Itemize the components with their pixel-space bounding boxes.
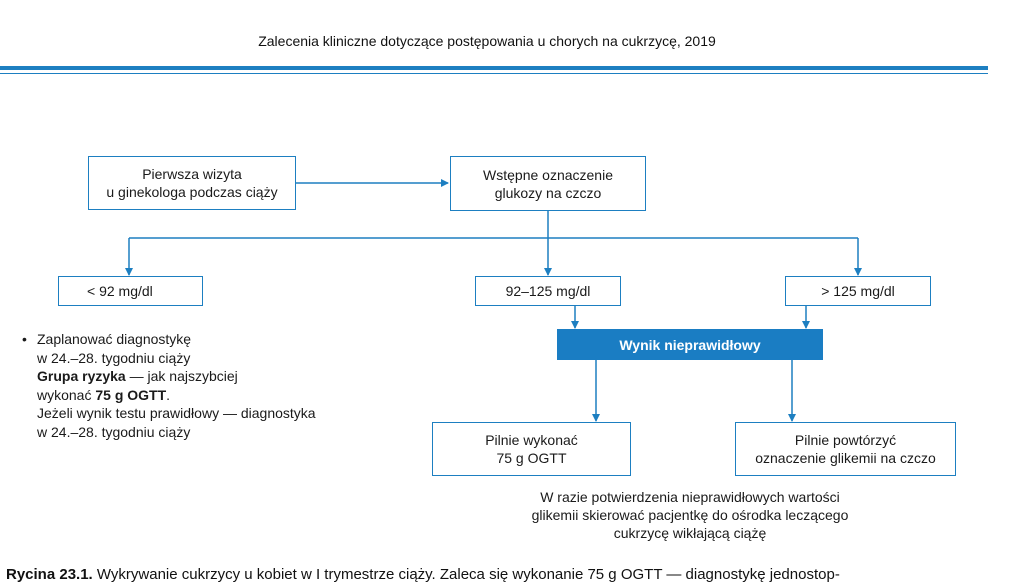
period-text: .: [166, 386, 171, 403]
instructions-line-6: w 24.–28. tygodniu ciąży: [37, 423, 191, 440]
box-urgent-ogtt: [432, 422, 631, 476]
page-header-title: Zalecenia kliniczne dotyczące postępowania u chorych na cukrzycę, 2019: [258, 33, 716, 49]
box-first-visit: [88, 156, 296, 210]
perform-text: wykonać: [37, 386, 96, 403]
box-range-mid-label: 92–125 mg/dl: [505, 283, 591, 299]
box-repeat-fasting-line1: Pilnie powtórzyć: [794, 432, 897, 448]
instructions-line-1: Zaplanować diagnostykę: [37, 331, 192, 347]
box-range-high: [785, 276, 931, 306]
referral-note-line-1: W razie potwierdzenia nieprawidłowych wartości: [540, 489, 840, 505]
box-range-mid: [475, 276, 621, 306]
box-range-high-label: > 125 mg/dl: [821, 283, 895, 299]
risk-group-label: Grupa ryzyka: [37, 368, 126, 384]
box-initial-glucose: [450, 156, 646, 211]
box-initial-glucose-line1: Wstępne oznaczenie: [483, 166, 613, 183]
banner-abnormal-result: Wynik nieprawidłowy: [557, 329, 823, 360]
referral-note-line-2: glikemii skierować pacjentkę do ośrodka leczącego: [531, 507, 849, 523]
box-range-low: [58, 276, 203, 306]
box-first-visit-line1: Pierwsza wizyta: [142, 166, 242, 182]
box-first-visit-line2: u ginekologa podczas ciąży: [106, 184, 278, 200]
instructions-line-4: [37, 386, 316, 405]
box-urgent-ogtt-line1: Pilnie wykonać: [485, 432, 578, 448]
referral-note: [470, 488, 910, 542]
box-repeat-fasting-line2: oznaczenie glikemii na czczo: [755, 450, 936, 466]
figure-caption-label: Rycina 23.1.: [6, 566, 93, 583]
figure-caption: [6, 566, 840, 583]
ogtt-label: 75 g OGTT: [95, 386, 167, 403]
box-range-low-label: < 92 mg/dl: [87, 283, 153, 299]
box-initial-glucose-line2: glukozy na czczo: [494, 184, 602, 201]
figure-caption-text: Wykrywanie cukrzycy u kobiet w I trymestrze ciąży. Zaleca się wykonanie 75 g OGTT — diagnostykę jednostop-: [92, 566, 840, 583]
risk-group-text: — jak najszybciej: [125, 368, 238, 384]
instructions-line-2: w 24.–28. tygodniu ciąży: [37, 349, 191, 366]
box-repeat-fasting: [735, 422, 956, 476]
instructions-line-3: [37, 367, 316, 386]
instructions-line-5: Jeżeli wynik testu prawidłowy — diagnostyka: [37, 405, 316, 421]
bullet-point: •: [22, 331, 27, 347]
box-urgent-ogtt-line2: 75 g OGTT: [496, 450, 567, 466]
referral-note-line-3: cukrzycę wikłającą ciążę: [613, 525, 767, 541]
